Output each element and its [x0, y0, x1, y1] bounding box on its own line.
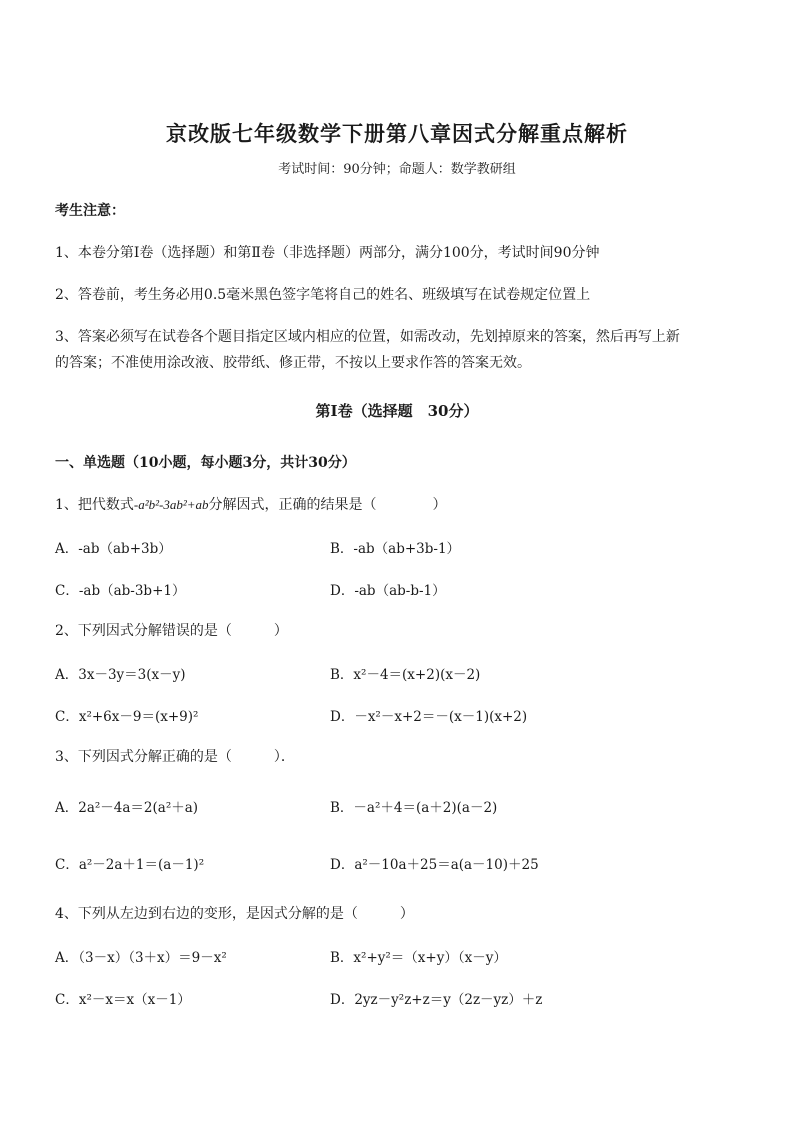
page-title: 京改版七年级数学下册第八章因式分解重点解析 — [166, 121, 628, 146]
question-3-option-c[interactable]: C．a²－2a＋1＝(a－1)² — [55, 857, 205, 873]
exam-info: 考试时间：90分钟；命题人：数学教研组 — [278, 162, 516, 177]
question-2-stem: 2、下列因式分解错误的是（ ） — [55, 623, 288, 639]
question-3-option-b[interactable]: B．－a²＋4＝(a＋2)(a－2) — [330, 800, 498, 816]
part-title: 一、单选题（10小题，每小题3分，共计30分） — [55, 455, 356, 471]
question-4-option-b[interactable]: B．x²+y²＝（x+y）（x－y） — [330, 950, 507, 966]
section-title: 第Ⅰ卷（选择题 30分） — [315, 402, 479, 420]
question-4-stem: 4、下列从左边到右边的变形，是因式分解的是（ ） — [55, 906, 414, 922]
question-3-option-d[interactable]: D．a²－10a＋25＝a(a－10)＋25 — [330, 857, 539, 873]
question-3-option-a[interactable]: A．2a²－4a＝2(a²＋a) — [55, 800, 199, 816]
question-3-stem: 3、下列因式分解正确的是（ ）． — [55, 749, 295, 765]
question-4-option-c[interactable]: C．x²－x＝x（x－1） — [55, 992, 191, 1008]
question-1-stem — [55, 494, 447, 514]
question-2-option-a[interactable]: A．3x－3y＝3(x－y) — [55, 667, 186, 683]
question-2-option-b[interactable]: B．x²－4＝(x+2)(x－2) — [330, 667, 481, 683]
notice-item-3: 3、答案必须写在试卷各个题目指定区域内相应的位置，如需改动，先划掉原来的答案，然后再写上新 — [55, 329, 680, 345]
question-1-suffix: 分解因式，正确的结果是（ ） — [208, 497, 447, 513]
question-1-option-b[interactable]: B．-ab（ab+3b-1） — [330, 541, 461, 557]
notice-item-1: 1、本卷分第Ⅰ卷（选择题）和第Ⅱ卷（非选择题）两部分，满分100分，考试时间90分钟 — [55, 245, 600, 261]
question-1-option-d[interactable]: D．-ab（ab-b-1） — [330, 583, 446, 599]
question-1-option-a[interactable]: A．-ab（ab+3b） — [55, 541, 172, 557]
notice-heading: 考生注意： — [55, 203, 125, 219]
question-2-option-c[interactable]: C．x²+6x－9＝(x+9)² — [55, 709, 199, 725]
notice-item-3-cont: 的答案；不准使用涂改液、胶带纸、修正带，不按以上要求作答的答案无效。 — [55, 355, 531, 371]
question-1-math: -a²b²-3ab²+ab — [133, 497, 209, 512]
question-1-prefix: 1、把代数式 — [55, 497, 134, 513]
question-4-option-a[interactable]: A．（3－x）（3＋x）＝9－x² — [55, 950, 227, 966]
question-1-option-c[interactable]: C．-ab（ab-3b+1） — [55, 583, 186, 599]
question-2-option-d[interactable]: D．－x²－x+2＝－(x－1)(x+2) — [330, 709, 528, 725]
notice-item-2: 2、答卷前，考生务必用0.5毫米黑色签字笔将自己的姓名、班级填写在试卷规定位置上 — [55, 287, 591, 303]
question-4-option-d[interactable]: D．2yz－y²z+z＝y（2z－yz）＋z — [330, 992, 543, 1008]
